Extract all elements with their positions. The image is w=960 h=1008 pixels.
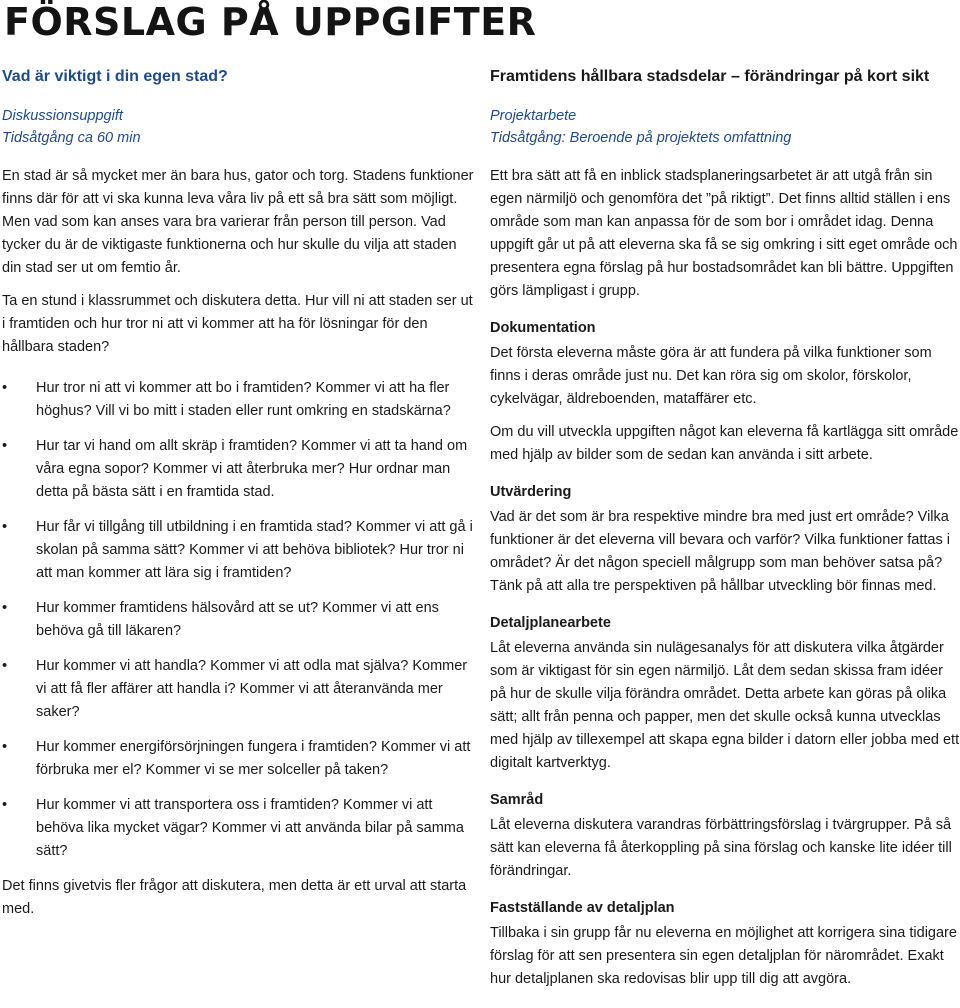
question-text: Hur kommer vi att handla? Kommer vi att odla mat själva? Kommer vi att få fler affärer att handla i? Kommer vi att återanvända mer saker? — [36, 658, 468, 720]
left-outro: Det finns givetvis fler frågor att diskutera, men detta är ett urval att starta med. — [2, 878, 467, 917]
section-utvardering — [490, 481, 960, 598]
bullet-icon: • — [2, 797, 8, 813]
left-prompt: Ta en stund i klassrummet och diskutera detta. Hur vill ni att staden ser ut i framtiden och hur tror ni att vi kommer att ha för lösningar för den hållbara staden? — [2, 293, 473, 355]
section-paragraph: Tillbaka i sin grupp får nu eleverna en möjlighet att korrigera sina tidigare förslag för att sen presentera sin egen detaljplan för närområdet. Exakt hur detaljplanen ska redovisas blir upp till dig att avgöra. — [490, 925, 957, 987]
right-heading: Framtidens hållbara stadsdelar – förändringar på kort sikt — [490, 68, 930, 85]
list-item — [2, 435, 476, 504]
section-heading: Dokumentation — [490, 320, 596, 336]
bullet-icon: • — [2, 438, 8, 454]
left-duration: Tidsåtgång ca 60 min — [2, 130, 141, 146]
bullet-icon: • — [2, 519, 8, 535]
list-item — [2, 516, 476, 585]
section-detaljplanearbete — [490, 612, 960, 775]
list-item — [2, 736, 476, 782]
left-intro: En stad är så mycket mer än bara hus, gator och torg. Stadens funktioner finns där för att vi ska kunna leva våra liv på ett så bra sätt som möjligt. Men vad som kan anses vara bra varierar från person till person. Vad tycker du är de viktigaste funktionerna och hur skulle du vilja att staden din stad ser ut om femtio år. — [2, 168, 474, 276]
question-text: Hur kommer vi att transportera oss i framtiden? Kommer vi att behöva lika mycket vägar? Kommer vi att använda bilar på samma sätt? — [36, 797, 464, 859]
list-item — [2, 597, 476, 643]
right-meta — [490, 105, 960, 149]
left-column — [2, 66, 476, 931]
section-paragraph: Låt eleverna använda sin nulägesanalys för att diskutera vilka åtgärder som är viktigast för sin egen närmiljö. Låt dem sedan skissa fram idéer på hur de skulle vilja förändra området. Detta arbete kan göras på olika sätt; allt från penna och papper, men det skulle också kunna utvecklas med hjälp av tillexempel att skapa egna bilder i datorn eller jobba med ett digitalt kartverktyg. — [490, 640, 960, 771]
question-text: Hur kommer energiförsörjningen fungera i framtiden? Kommer vi att förbruka mer el? Kommer vi se mer solceller på taken? — [36, 739, 471, 778]
section-heading: Utvärdering — [490, 484, 572, 500]
question-text: Hur tror ni att vi kommer att bo i framtiden? Kommer vi att ha fler höghus? Vill vi bo mitt i staden eller runt omkring en stadskärna? — [36, 380, 451, 419]
list-item — [2, 655, 476, 724]
right-duration: Tidsåtgång: Beroende på projektets omfattning — [490, 130, 792, 146]
section-dokumentation — [490, 317, 960, 467]
section-samrad — [490, 789, 960, 883]
section-faststallande — [490, 897, 960, 991]
question-text: Hur får vi tillgång till utbildning i en framtida stad? Kommer vi att gå i skolan på samma sätt? Kommer vi att behöva bibliotek? Hur tror ni att man kommer att lära sig i framtiden? — [36, 519, 473, 581]
left-heading: Vad är viktigt i din egen stad? — [2, 68, 228, 85]
section-heading: Detaljplanearbete — [490, 615, 611, 631]
section-paragraph: Om du vill utveckla uppgiften något kan eleverna få kartlägga sitt område med hjälp av bilder som de sedan kan använda i sitt arbete. — [490, 424, 959, 463]
question-text: Hur tar vi hand om allt skräp i framtiden? Kommer vi att ta hand om våra egna sopor? Kommer vi att återbruka mer? Hur ordnar man detta på bästa sätt i en framtida stad. — [36, 438, 468, 500]
question-text: Hur kommer framtidens hälsovård att se ut? Kommer vi att ens behöva gå till läkaren? — [36, 600, 439, 639]
right-task-type: Projektarbete — [490, 108, 577, 124]
page-title: FÖRSLAG PÅ UPPGIFTER — [4, 0, 537, 44]
section-paragraph: Låt eleverna diskutera varandras förbättringsförslag i tvärgrupper. På så sätt kan eleverna få återkoppling på sina förslag och kanske lite idéer till förändringar. — [490, 817, 952, 879]
list-item — [2, 794, 476, 863]
left-meta — [2, 105, 476, 149]
right-intro: Ett bra sätt att få en inblick stadsplaneringsarbetet är att utgå från sin egen närmiljö och genomföra det ”på riktigt”. Det finns alltid ställen i ens område som man kan anpassa för de som bor i området idag. Denna uppgift går ut på att eleverna ska få se sig omkring i sitt eget område och presentera egna förslag på hur bostadsområdet kan bli bättre. Uppgiften görs lämpligast i grupp. — [490, 168, 958, 299]
bullet-icon: • — [2, 658, 8, 674]
section-heading: Fastställande av detaljplan — [490, 900, 675, 916]
right-column — [490, 66, 960, 1001]
bullet-icon: • — [2, 739, 8, 755]
list-item — [2, 377, 476, 423]
bullet-icon: • — [2, 600, 8, 616]
section-heading: Samråd — [490, 792, 544, 808]
bullet-icon: • — [2, 380, 8, 396]
section-paragraph: Vad är det som är bra respektive mindre bra med just ert område? Vilka funktioner är det eleverna vill bevara och varför? Vilka funktioner fattas i området? Är det någon speciell målgrupp som man behöver satsa på? Tänk på att alla tre perspektiven på hållbar utveckling bör finnas med. — [490, 509, 950, 594]
question-list — [2, 377, 476, 863]
left-task-type: Diskussionsuppgift — [2, 108, 123, 124]
section-paragraph: Det första eleverna måste göra är att fundera på vilka funktioner som finns i deras område just nu. Det kan röra sig om skolor, förskolor, cykelvägar, äldreboenden, mataffärer etc. — [490, 345, 932, 407]
